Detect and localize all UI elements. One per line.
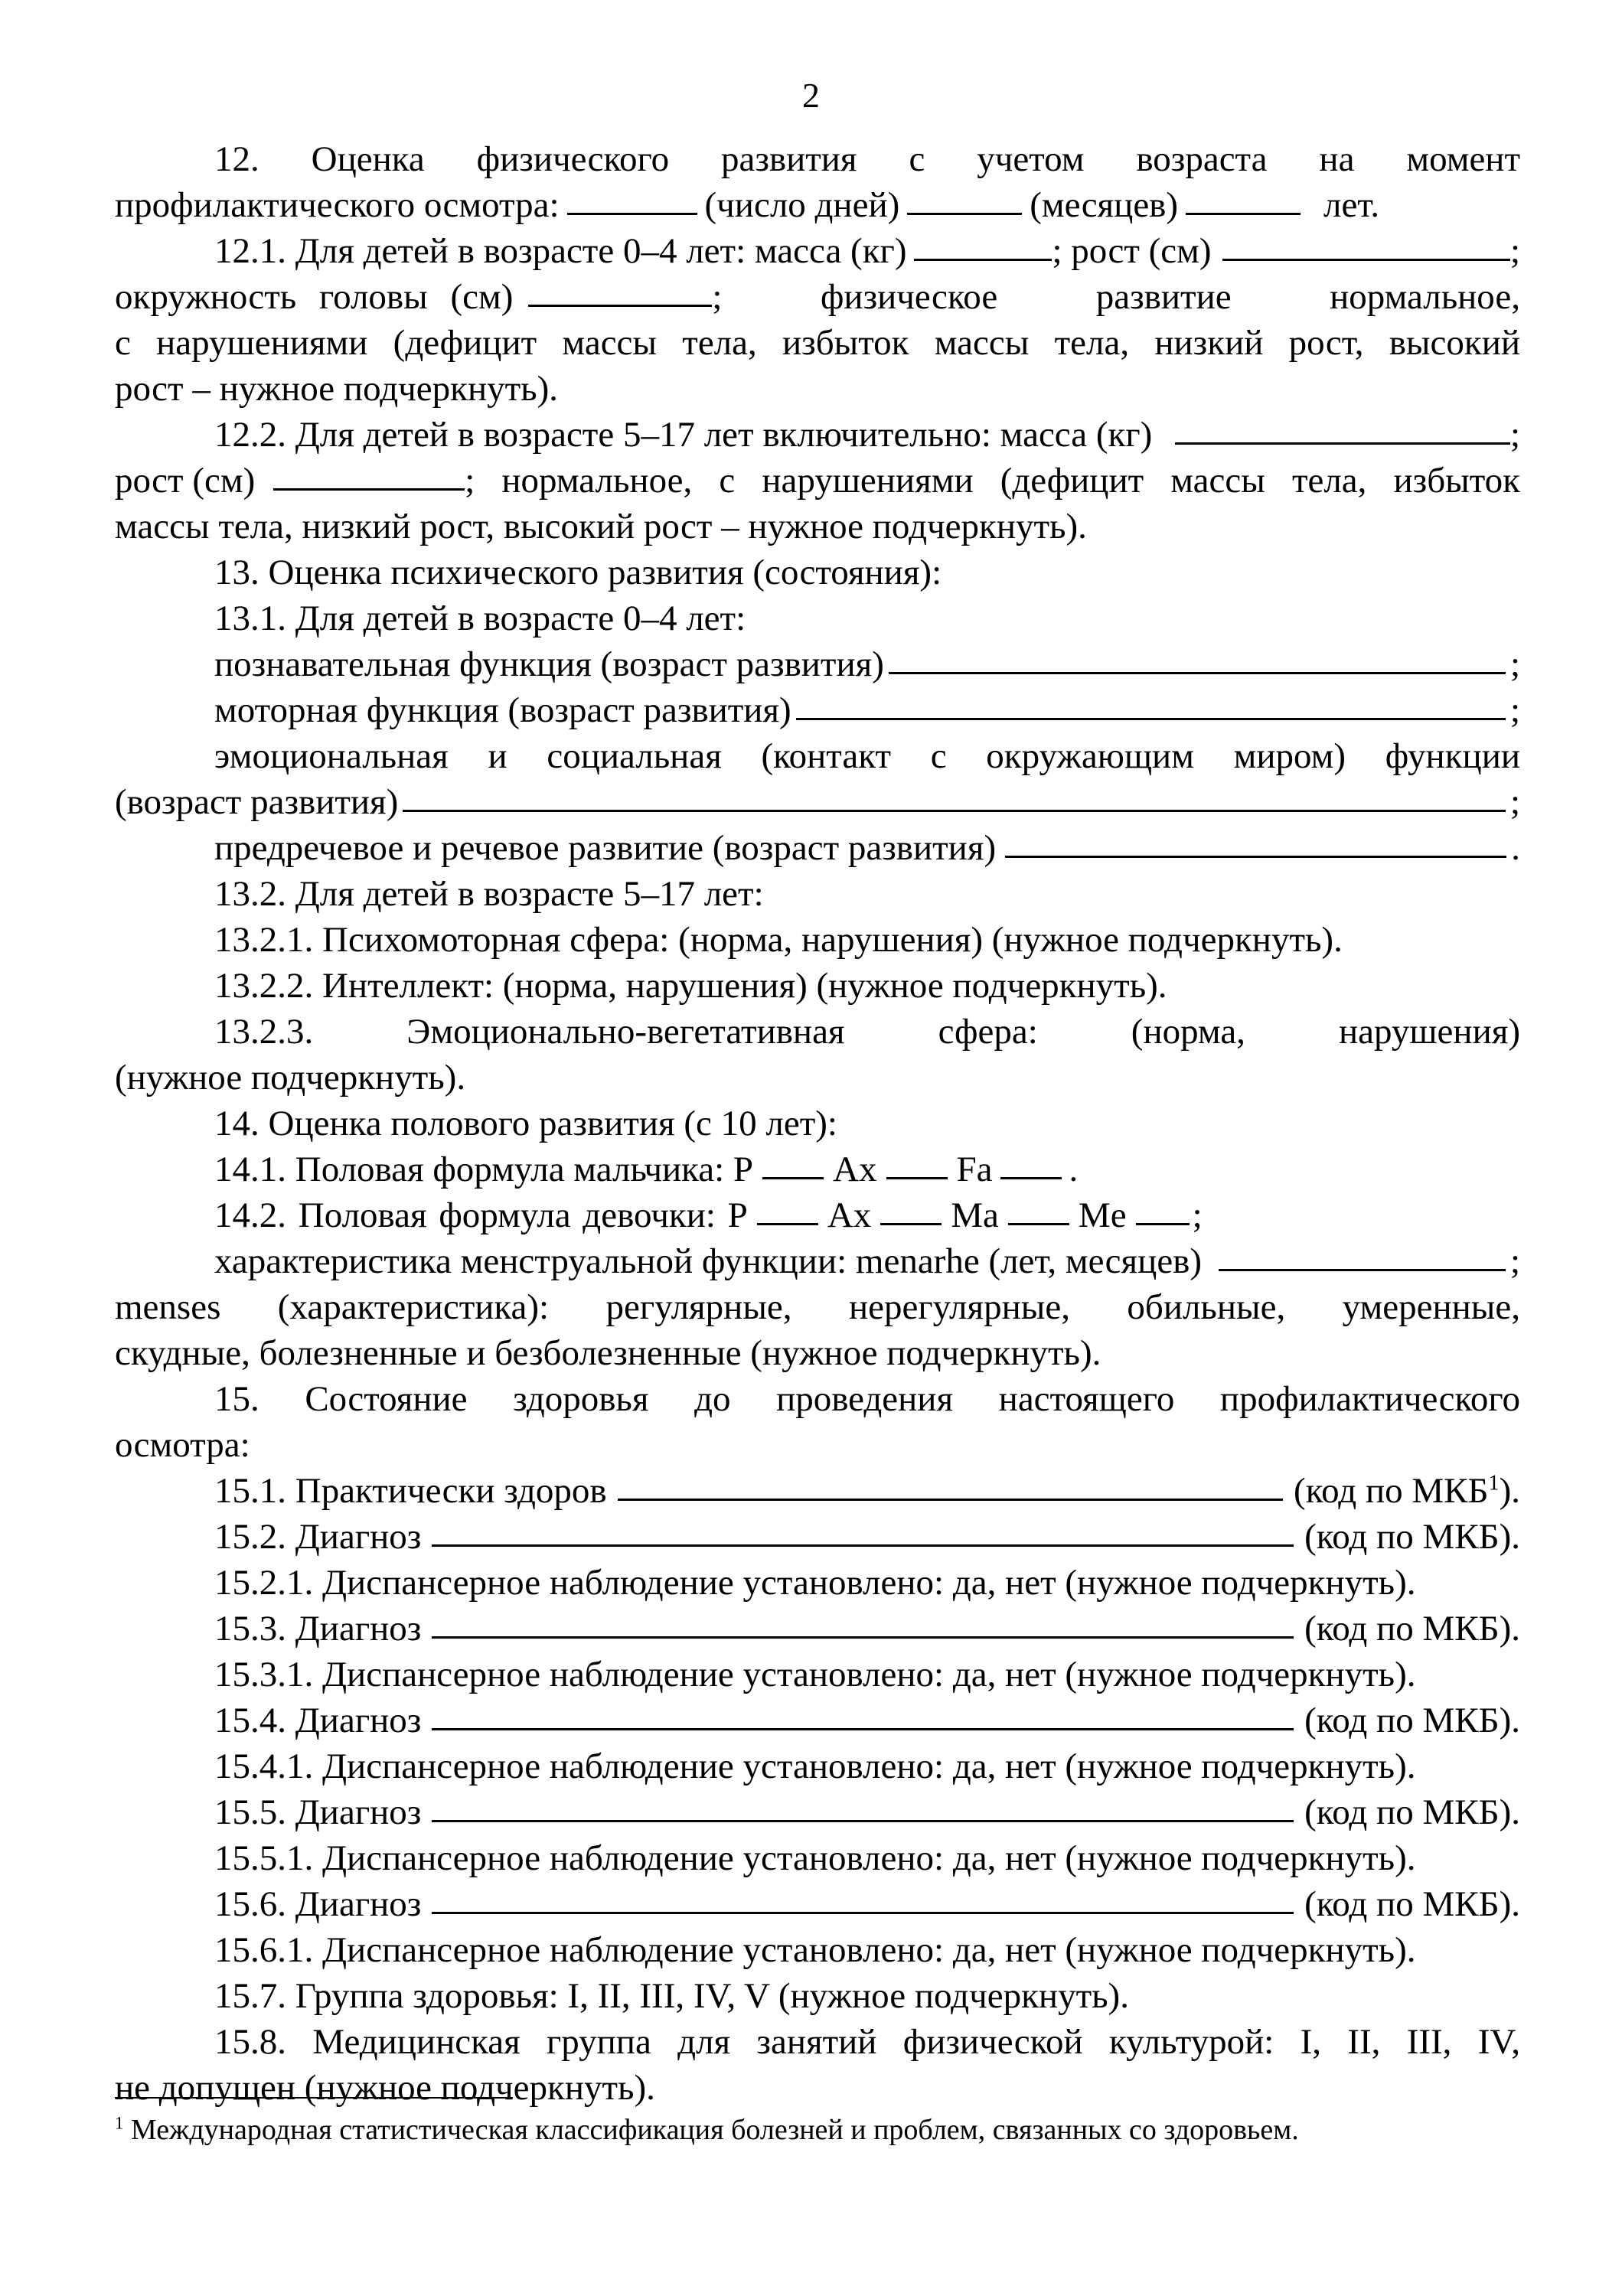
- mass-5-17-field[interactable]: [1175, 442, 1510, 445]
- dispensary-observation: 15.6.1. Диспансерное наблюдение установлено: да, нет (нужное подчеркнуть).: [214, 1930, 1416, 1970]
- head-circumference-label: окружность головы (см): [115, 277, 514, 317]
- dispensary-observation: 15.2.1. Диспансерное наблюдение установлено: да, нет (нужное подчеркнуть).: [214, 1563, 1416, 1603]
- diagnosis-row: [115, 1881, 1520, 1927]
- cognitive-field[interactable]: [889, 672, 1506, 674]
- years-label: лет.: [1323, 185, 1380, 225]
- speech-field[interactable]: [1005, 856, 1506, 858]
- item-12-1-line2: [115, 274, 1520, 320]
- semicolon: ;: [1509, 415, 1520, 455]
- diagnosis-label: 15.5. Диагноз: [214, 1792, 422, 1832]
- item-12-2-line3: массы тела, низкий рост, высокий рост – нужное подчеркнуть).: [115, 507, 1087, 546]
- speech-label: предречевое и речевое развитие (возраст развития): [214, 828, 997, 868]
- cognitive-line: [115, 641, 1520, 687]
- boy-fa-label: Fa: [956, 1150, 993, 1189]
- boy-ax-field[interactable]: [886, 1177, 948, 1179]
- boy-p-field[interactable]: [762, 1177, 824, 1179]
- semicolon: ;: [1192, 1195, 1203, 1235]
- girl-ma-field[interactable]: [1008, 1223, 1069, 1225]
- item-13-1: 13.1. Для детей в возрасте 0–4 лет:: [214, 598, 746, 638]
- boy-formula-label: 14.1. Половая формула мальчика: P: [214, 1150, 754, 1189]
- days-field[interactable]: [567, 213, 697, 215]
- item-13-2-3-line2: (нужное подчеркнуть).: [115, 1058, 466, 1097]
- height-5-17-field[interactable]: [273, 488, 465, 491]
- mass-0-4-field[interactable]: [914, 259, 1052, 261]
- dispensary-observation: 15.3.1. Диспансерное наблюдение установлено: да, нет (нужное подчеркнуть).: [214, 1655, 1416, 1694]
- emotional-line2: [115, 779, 1520, 825]
- item-13-2: 13.2. Для детей в возрасте 5–17 лет:: [214, 874, 764, 914]
- dispensary-observation: 15.4.1. Диспансерное наблюдение установлено: да, нет (нужное подчеркнуть).: [214, 1746, 1416, 1786]
- height-0-4-field[interactable]: [1222, 259, 1510, 261]
- girl-me-field[interactable]: [1136, 1223, 1190, 1225]
- boy-ax-label: Ax: [833, 1150, 877, 1189]
- mkb-code-label: (код по МКБ).: [1304, 1792, 1520, 1832]
- mass-5-17-label: 12.2. Для детей в возрасте 5–17 лет включительно: масса (кг): [214, 415, 1153, 455]
- menses-line1: menses (характеристика): регулярные, нерегулярные, обильные, умеренные,: [115, 1287, 1520, 1327]
- months-field[interactable]: [907, 213, 1022, 215]
- diagnosis-field[interactable]: [432, 1728, 1294, 1730]
- head-circumference-field[interactable]: [528, 305, 712, 307]
- menarhe-label: характеристика менструальной функции: menarhe (лет, месяцев): [214, 1241, 1203, 1281]
- height-0-4-label: ; рост (см): [1052, 231, 1212, 271]
- diagnosis-label: 15.2. Диагноз: [214, 1517, 422, 1557]
- item-15-8-line1: 15.8. Медицинская группа для занятий физической культурой: I, II, III, IV,: [214, 2022, 1520, 2062]
- footnote-text: Международная статистическая классификация болезней и проблем, связанных со здоровьем.: [130, 2114, 1299, 2146]
- item-12-2-text: ; нормальное, с нарушениями (дефицит массы тела, избыток: [465, 461, 1520, 501]
- item-13-2-3-line1: 13.2.3. Эмоционально-вегетативная сфера: (норма, нарушения): [214, 1012, 1520, 1052]
- diagnosis-label: 15.6. Диагноз: [214, 1884, 422, 1924]
- item-14: 14. Оценка полового развития (с 10 лет):: [214, 1104, 837, 1143]
- speech-line: [115, 825, 1520, 871]
- item-15-line1: 15. Состояние здоровья до проведения настоящего профилактического: [214, 1379, 1520, 1419]
- item-12-line2: [115, 182, 1520, 228]
- motor-label: моторная функция (возраст развития): [214, 690, 791, 730]
- item-15-1: [115, 1468, 1520, 1514]
- page-number: 2: [802, 76, 820, 115]
- girl-ax-label: Ax: [827, 1195, 872, 1235]
- menarhe-line: [115, 1238, 1520, 1284]
- diagnosis-label: 15.3. Диагноз: [214, 1609, 422, 1649]
- semicolon: ;: [1509, 782, 1520, 822]
- period: .: [1511, 828, 1520, 868]
- mkb-code-label: (код по МКБ).: [1304, 1701, 1520, 1740]
- girl-ma-label: Ma: [951, 1195, 999, 1235]
- period: .: [1069, 1150, 1079, 1189]
- item-13-2-1: 13.2.1. Психомоторная сфера: (норма, нарушения) (нужное подчеркнуть).: [214, 920, 1343, 960]
- item-14-2: [115, 1192, 1520, 1238]
- girl-me-label: Me: [1078, 1195, 1127, 1235]
- menses-line2: скудные, болезненные и безболезненные (нужное подчеркнуть).: [115, 1333, 1101, 1373]
- item-13: 13. Оценка психического развития (состояния):: [214, 553, 942, 592]
- diagnosis-field[interactable]: [432, 1636, 1294, 1639]
- item-13-2-2: 13.2.2. Интеллект: (норма, нарушения) (нужное подчеркнуть).: [214, 966, 1167, 1006]
- form-body: [115, 136, 1520, 2111]
- item-15-8-line2: не допущен (нужное подчеркнуть).: [115, 2068, 655, 2108]
- cognitive-label: познавательная функция (возраст развития): [214, 644, 884, 684]
- boy-fa-field[interactable]: [1000, 1177, 1062, 1179]
- diagnosis-row: [115, 1698, 1520, 1743]
- healthy-field[interactable]: [618, 1499, 1283, 1501]
- diagnoses-list: [115, 1514, 1520, 1973]
- item-12-2-line2: [115, 458, 1520, 504]
- diagnosis-field[interactable]: [432, 1544, 1294, 1547]
- mkb-code-label: (код по МКБ).: [1304, 1517, 1520, 1557]
- footnote-reference: 1: [1488, 1471, 1500, 1495]
- physical-development-text: ; физическое развитие нормальное,: [712, 277, 1520, 317]
- healthy-label: 15.1. Практически здоров: [214, 1471, 607, 1511]
- mkb-code-label: (код по МКБ$^1$).: [1294, 1471, 1520, 1511]
- mass-0-4-label: 12.1. Для детей в возрасте 0–4 лет: масса (кг): [214, 231, 907, 271]
- item-12-label: профилактического осмотра:: [115, 185, 560, 225]
- emotional-label: (возраст развития): [115, 782, 399, 822]
- item-12-1-line4: рост – нужное подчеркнуть).: [115, 369, 558, 409]
- item-12-2-line1: [115, 412, 1520, 458]
- footnote-mark: 1: [115, 2113, 124, 2133]
- item-15-7: 15.7. Группа здоровья: I, II, III, IV, V (нужное подчеркнуть).: [214, 1976, 1129, 2016]
- girl-formula-label: 14.2. Половая формула девочки: P: [214, 1195, 748, 1235]
- days-label: (число дней): [704, 185, 900, 225]
- diagnosis-field[interactable]: [432, 1820, 1294, 1822]
- semicolon: ;: [1509, 690, 1520, 730]
- item-14-1: [115, 1146, 1520, 1192]
- height-5-17-label: рост (см): [115, 461, 256, 501]
- item-15-line2: осмотра:: [115, 1425, 250, 1465]
- girl-ax-field[interactable]: [880, 1223, 942, 1225]
- semicolon: ;: [1509, 231, 1520, 271]
- item-12-1-line3: с нарушениями (дефицит массы тела, избыток массы тела, низкий рост, высокий: [115, 323, 1520, 363]
- diagnosis-row: [115, 1789, 1520, 1835]
- item-12-1-line1: [115, 228, 1520, 274]
- diagnosis-label: 15.4. Диагноз: [214, 1701, 422, 1740]
- semicolon: ;: [1509, 1241, 1520, 1281]
- diagnosis-row: [115, 1514, 1520, 1560]
- footnote: [115, 2108, 1523, 2151]
- dispensary-observation: 15.5.1. Диспансерное наблюдение установлено: да, нет (нужное подчеркнуть).: [214, 1838, 1416, 1878]
- diagnosis-row: [115, 1606, 1520, 1652]
- motor-field[interactable]: [796, 718, 1506, 720]
- years-field[interactable]: [1186, 213, 1301, 215]
- emotional-line1: эмоциональная и социальная (контакт с окружающим миром) функции: [214, 736, 1520, 776]
- semicolon: ;: [1509, 644, 1520, 684]
- menarhe-field[interactable]: [1219, 1269, 1506, 1271]
- diagnosis-field[interactable]: [432, 1912, 1294, 1914]
- mkb-code-label: (код по МКБ).: [1304, 1609, 1520, 1649]
- emotional-field[interactable]: [403, 810, 1506, 812]
- months-label: (месяцев): [1030, 185, 1179, 225]
- item-12-line1: 12. Оценка физического развития с учетом возраста на момент: [214, 139, 1520, 179]
- footnote-separator: [115, 2097, 513, 2099]
- mkb-code-label: (код по МКБ).: [1304, 1884, 1520, 1924]
- girl-p-field[interactable]: [757, 1223, 818, 1225]
- motor-line: [115, 687, 1520, 733]
